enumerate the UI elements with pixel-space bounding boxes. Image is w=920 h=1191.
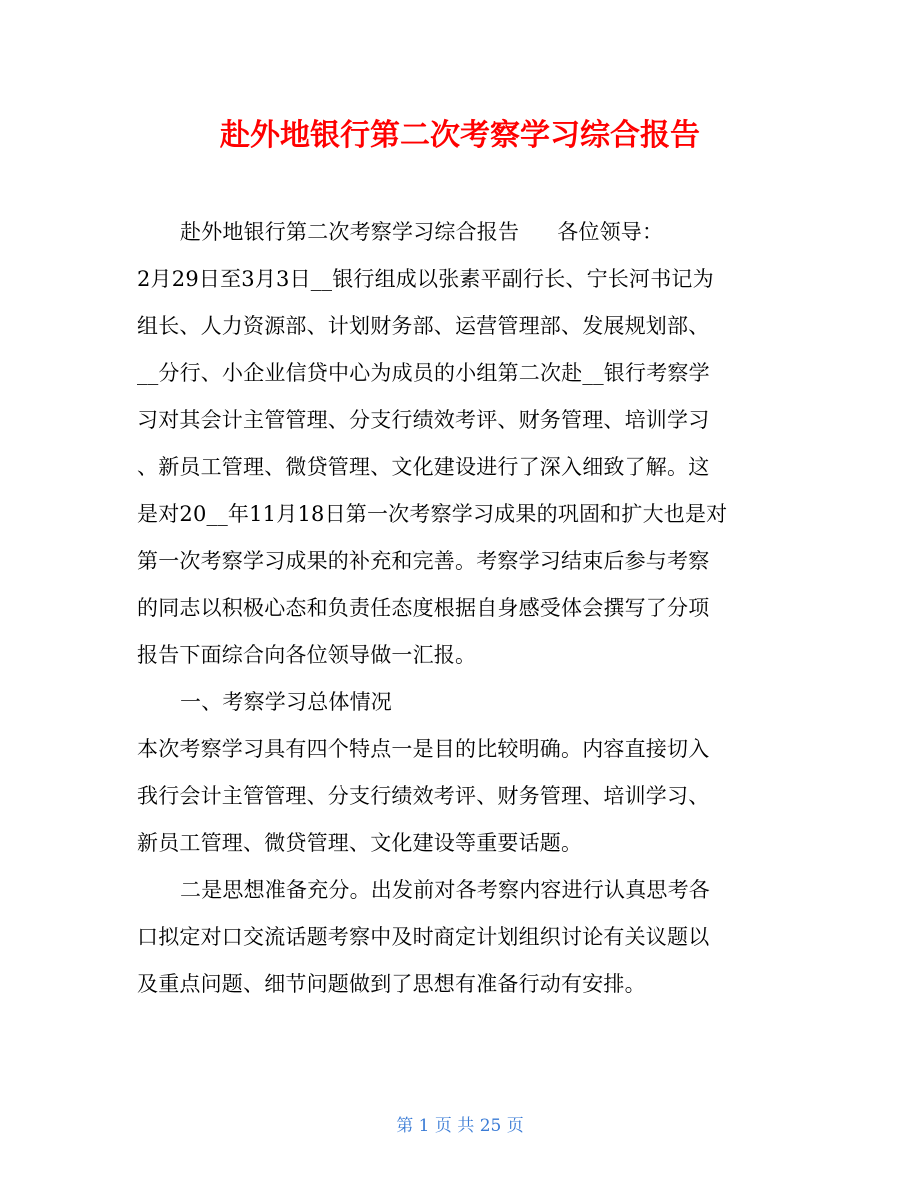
paragraph-line: 是对20__年11月18日第一次考察学习成果的巩固和扩大也是对 [137,502,728,526]
paragraph-line: 、新员工管理、微贷管理、文化建设进行了深入细致了解。这 [137,455,710,479]
paragraph-line: 组长、人力资源部、计划财务部、运营管理部、发展规划部、 [137,314,710,338]
section-heading: 一、考察学习总体情况 [180,690,392,714]
opening-line [137,209,785,256]
document-body [137,209,785,1008]
page-footer: 第 1 页 共 25 页 [396,1116,524,1136]
paragraph-line: 习对其会计主管管理、分支行绩效考评、财务管理、培训学习 [137,408,710,432]
paragraph-line: 我行会计主管管理、分支行绩效考评、财务管理、培训学习、 [137,784,710,808]
paragraph-line: 的同志以积极心态和负责任态度根据自身感受体会撰写了分项 [137,596,710,620]
paragraph-line: 报告下面综合向各位领导做一汇报。 [137,643,477,667]
paragraph-line: 及重点问题、细节问题做到了思想有准备行动有安排。 [137,972,646,996]
paragraph-line: 2月29日至3月3日__银行组成以张素平副行长、宁长河书记为 [137,267,714,291]
paragraph-line: __分行、小企业信贷中心为成员的小组第二次赴__银行考察学 [137,361,710,385]
document-title: 赴外地银行第二次考察学习综合报告 [220,118,700,153]
paragraph-line: 二是思想准备充分。出发前对各考察内容进行认真思考各 [180,878,710,902]
paragraph-line: 本次考察学习具有四个特点一是目的比较明确。内容直接切入 [137,737,710,761]
paragraph-line: 第一次考察学习成果的补充和完善。考察学习结束后参与考察 [137,549,710,573]
paragraph-line: 口拟定对口交流话题考察中及时商定计划组织讨论有关议题以 [137,925,710,949]
opening-title: 赴外地银行第二次考察学习综合报告 [180,220,520,244]
salutation: 各位领导： [557,220,664,244]
paragraph-line: 新员工管理、微贷管理、文化建设等重要话题。 [137,831,583,855]
